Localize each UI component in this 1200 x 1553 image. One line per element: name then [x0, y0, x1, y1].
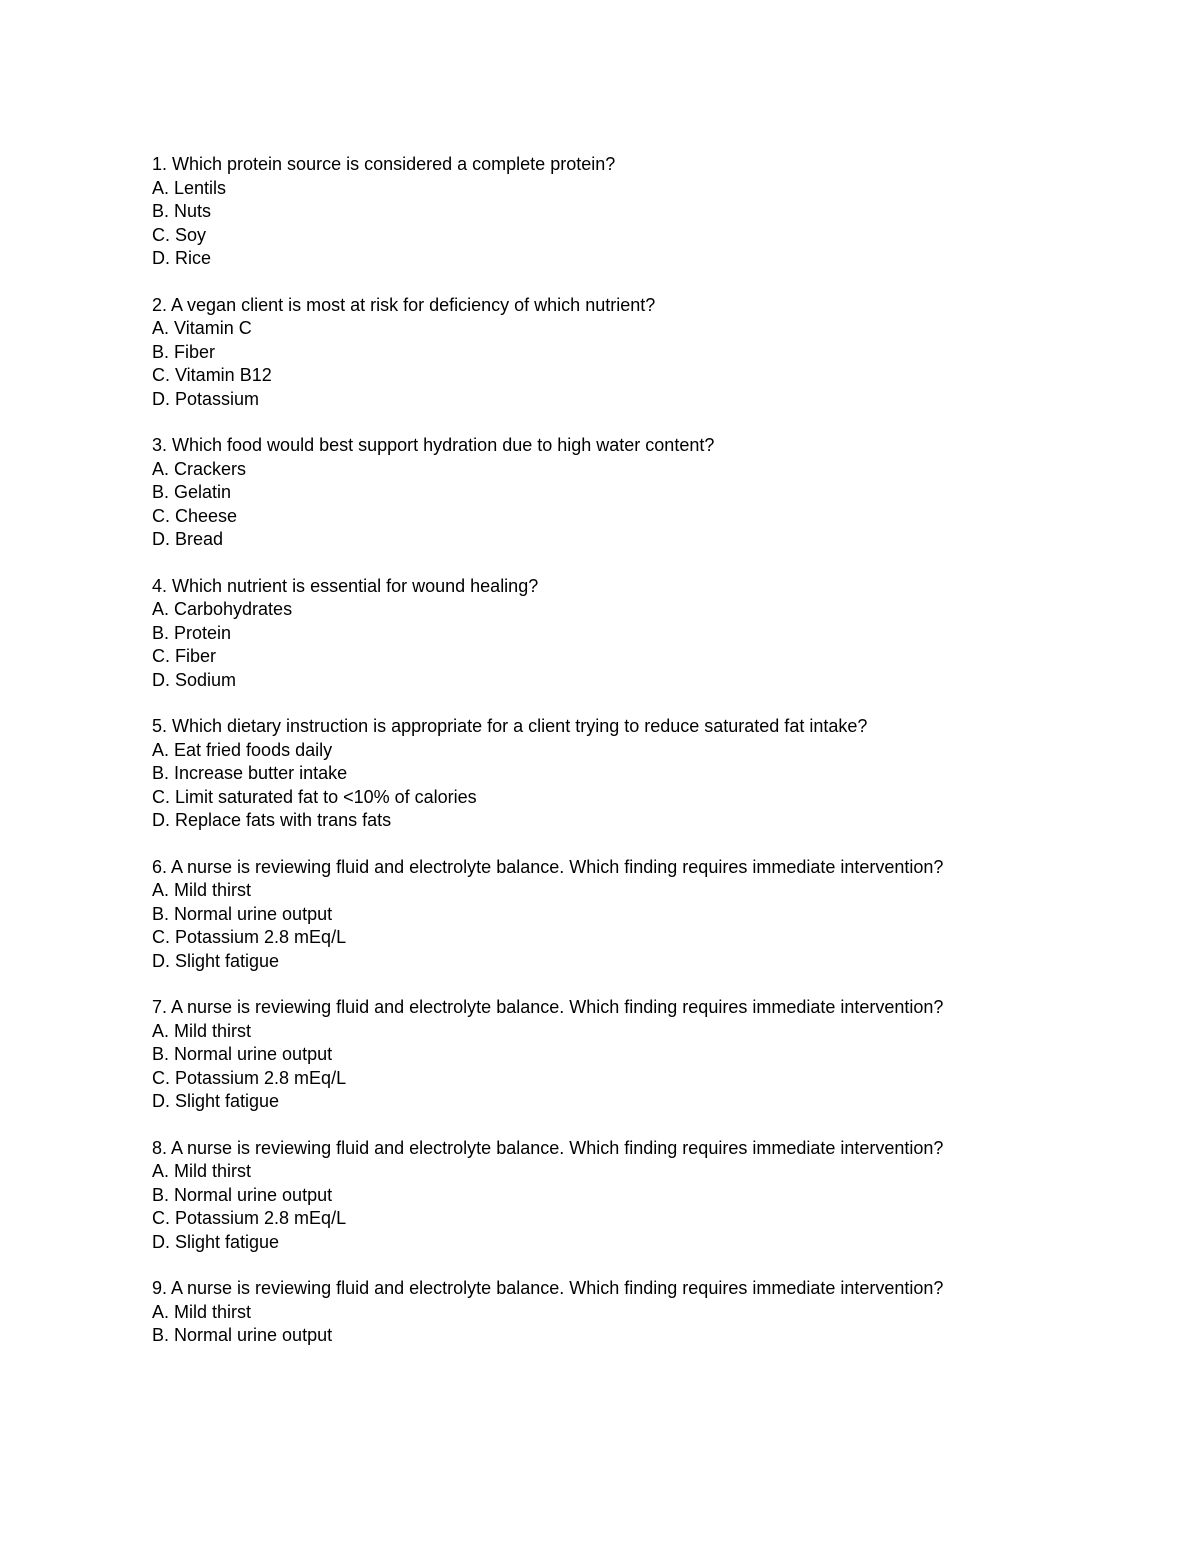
answer-option: C. Potassium 2.8 mEq/L	[152, 1208, 347, 1228]
answer-option: A. Carbohydrates	[152, 599, 293, 619]
answer-option: A. Vitamin C	[152, 318, 252, 338]
question-block-9	[152, 1277, 1152, 1348]
question-block-3	[152, 434, 1152, 552]
question-block-1	[152, 153, 1152, 271]
answer-option: C. Fiber	[152, 646, 217, 666]
answer-option: D. Slight fatigue	[152, 950, 280, 971]
answer-option: D. Slight fatigue	[152, 1231, 280, 1252]
answer-option: B. Increase butter intake	[152, 763, 348, 783]
answer-option: B. Normal urine output	[152, 1184, 333, 1205]
answer-option: B. Normal urine output	[152, 903, 333, 924]
answer-option: B. Normal urine output	[152, 1044, 333, 1064]
question-block-8	[152, 1137, 1152, 1255]
question-block-2	[152, 294, 1152, 412]
answer-option: A. Mild thirst	[152, 880, 252, 900]
question-block-7	[152, 996, 1152, 1114]
answer-option: D. Rice	[152, 248, 212, 268]
answer-option: C. Cheese	[152, 505, 238, 526]
answer-option: B. Gelatin	[152, 482, 232, 502]
answer-option: B. Protein	[152, 622, 232, 643]
answer-option: D. Sodium	[152, 669, 237, 690]
question-block-6	[152, 856, 1152, 974]
answer-option: B. Fiber	[152, 341, 216, 362]
answer-option: A. Mild thirst	[152, 1161, 252, 1181]
question-text: 1. Which protein source is considered a complete protein?	[152, 154, 616, 174]
question-text: 7. A nurse is reviewing fluid and electrolyte balance. Which finding requires immediate intervention?	[152, 997, 944, 1017]
question-text: 6. A nurse is reviewing fluid and electrolyte balance. Which finding requires immediate intervention?	[152, 856, 944, 877]
question-text: 4. Which nutrient is essential for wound healing?	[152, 575, 539, 596]
answer-option: A. Mild thirst	[152, 1020, 252, 1041]
answer-option: A. Eat fried foods daily	[152, 739, 333, 760]
answer-option: A. Lentils	[152, 177, 227, 198]
answer-option: B. Nuts	[152, 201, 212, 221]
answer-option: A. Crackers	[152, 458, 247, 479]
answer-option: C. Vitamin B12	[152, 365, 272, 385]
question-block-4	[152, 575, 1152, 693]
question-block-5	[152, 715, 1152, 833]
answer-option: C. Potassium 2.8 mEq/L	[152, 1067, 347, 1088]
answer-option: D. Slight fatigue	[152, 1091, 280, 1111]
answer-option: C. Soy	[152, 224, 207, 245]
answer-option: A. Mild thirst	[152, 1301, 252, 1322]
question-text: 3. Which food would best support hydration due to high water content?	[152, 435, 715, 455]
question-list	[152, 153, 1152, 1371]
answer-option: D. Replace fats with trans fats	[152, 810, 392, 830]
question-text: 5. Which dietary instruction is appropriate for a client trying to reduce saturated fat intake?	[152, 716, 868, 736]
answer-option: C. Limit saturated fat to <10% of calories	[152, 786, 477, 807]
question-text: 9. A nurse is reviewing fluid and electrolyte balance. Which finding requires immediate intervention?	[152, 1278, 944, 1298]
question-text: 8. A nurse is reviewing fluid and electrolyte balance. Which finding requires immediate intervention?	[152, 1137, 944, 1158]
answer-option: D. Potassium	[152, 388, 260, 409]
answer-option: D. Bread	[152, 529, 224, 549]
answer-option: B. Normal urine output	[152, 1325, 333, 1345]
answer-option: C. Potassium 2.8 mEq/L	[152, 927, 347, 947]
question-text: 2. A vegan client is most at risk for deficiency of which nutrient?	[152, 294, 656, 315]
